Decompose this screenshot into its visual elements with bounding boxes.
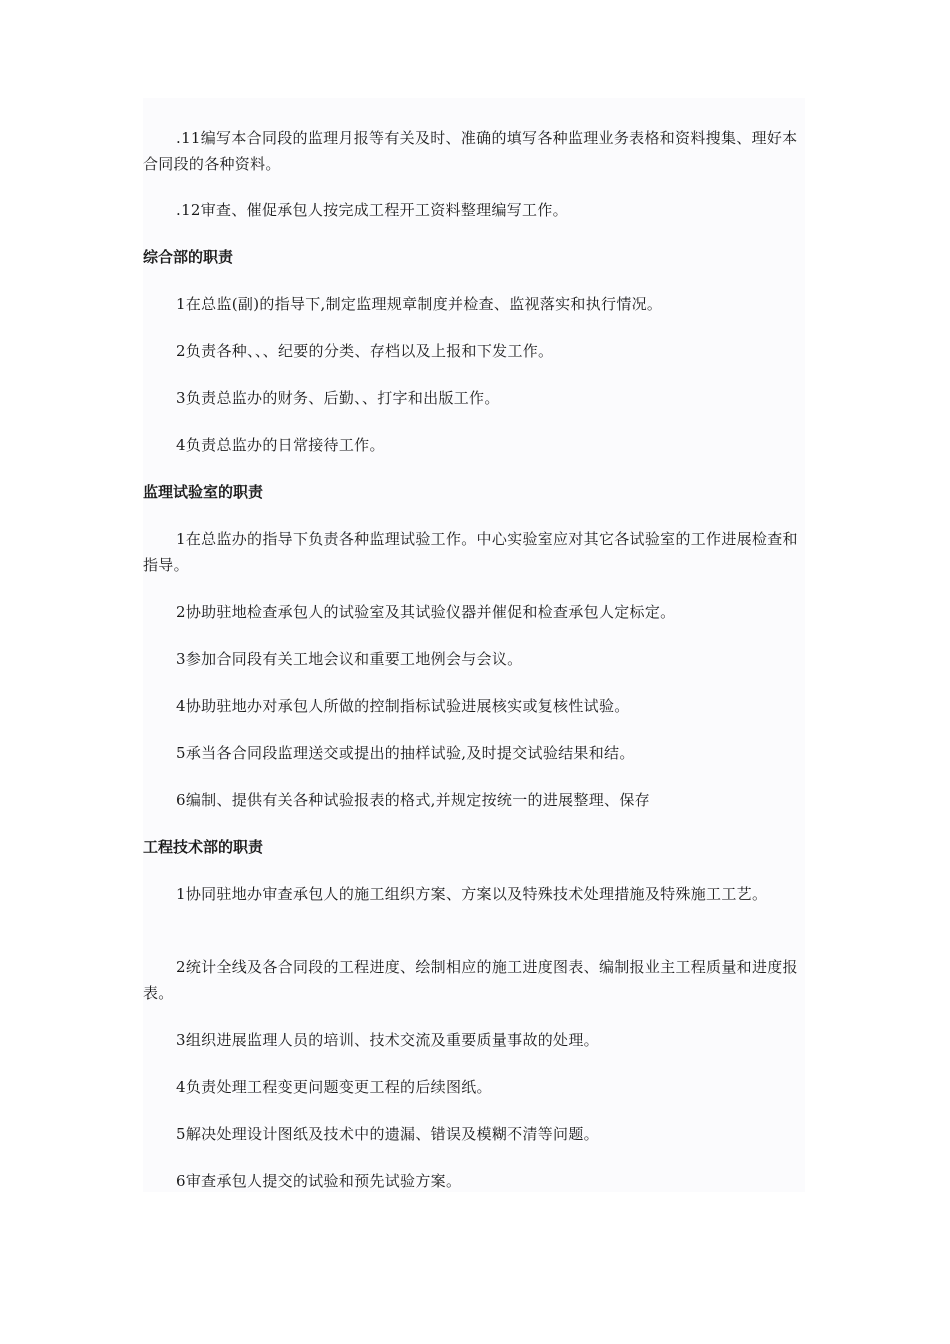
list-item: 3参加合同段有关工地会议和重要工地例会与会议。 bbox=[176, 650, 523, 668]
section-heading-lab: 监理试验室的职责 bbox=[143, 483, 264, 501]
list-item: 5承当各合同段监理送交或提出的抽样试验,及时提交试验结果和结。 bbox=[176, 744, 635, 762]
list-item: 3组织进展监理人员的培训、技术交流及重要质量事故的处理。 bbox=[176, 1031, 599, 1049]
list-item: 5解决处理设计图纸及技术中的遗漏、错误及模糊不清等问题。 bbox=[176, 1125, 599, 1143]
list-item: 1在总监办的指导下负责各种监理试验工作。中心实验室应对其它各试验室的工作进展检查和指导。 bbox=[143, 530, 798, 574]
list-item: 3负责总监办的财务、后勤、、打字和出版工作。 bbox=[176, 389, 500, 407]
list-item: 6审查承包人提交的试验和预先试验方案。 bbox=[176, 1172, 462, 1190]
list-item: 1协同驻地办审查承包人的施工组织方案、方案以及特殊技术处理措施及特殊施工工艺。 bbox=[176, 885, 768, 903]
list-item: 4负责处理工程变更问题变更工程的后续图纸。 bbox=[176, 1078, 492, 1096]
list-item: 2统计全线及各合同段的工程进度、绘制相应的施工进度图表、编制报业主工程质量和进度报表。 bbox=[143, 958, 798, 1002]
list-item: 6编制、提供有关各种试验报表的格式,并规定按统一的进展整理、保存 bbox=[176, 791, 650, 809]
paragraph-item-12: .12审查、催促承包人按完成工程开工资料整理编写工作。 bbox=[176, 201, 568, 219]
list-item: 4负责总监办的日常接待工作。 bbox=[176, 436, 385, 454]
section-heading-general-dept: 综合部的职责 bbox=[143, 248, 234, 266]
list-item: 2协助驻地检查承包人的试验室及其试验仪器并催促和检查承包人定标定。 bbox=[176, 603, 676, 621]
document-page bbox=[143, 98, 805, 1192]
list-item: 2负责各种、、、纪要的分类、存档以及上报和下发工作。 bbox=[176, 342, 554, 360]
list-item: 1在总监(副)的指导下,制定监理规章制度并检查、监视落实和执行情况。 bbox=[176, 295, 663, 313]
paragraph-item-11: .11编写本合同段的监理月报等有关及时、准确的填写各种监理业务表格和资料搜集、理好本合同段的各种资料。 bbox=[143, 129, 798, 173]
list-item: 4协助驻地办对承包人所做的控制指标试验进展核实或复核性试验。 bbox=[176, 697, 630, 715]
section-heading-engineering: 工程技术部的职责 bbox=[143, 838, 264, 856]
